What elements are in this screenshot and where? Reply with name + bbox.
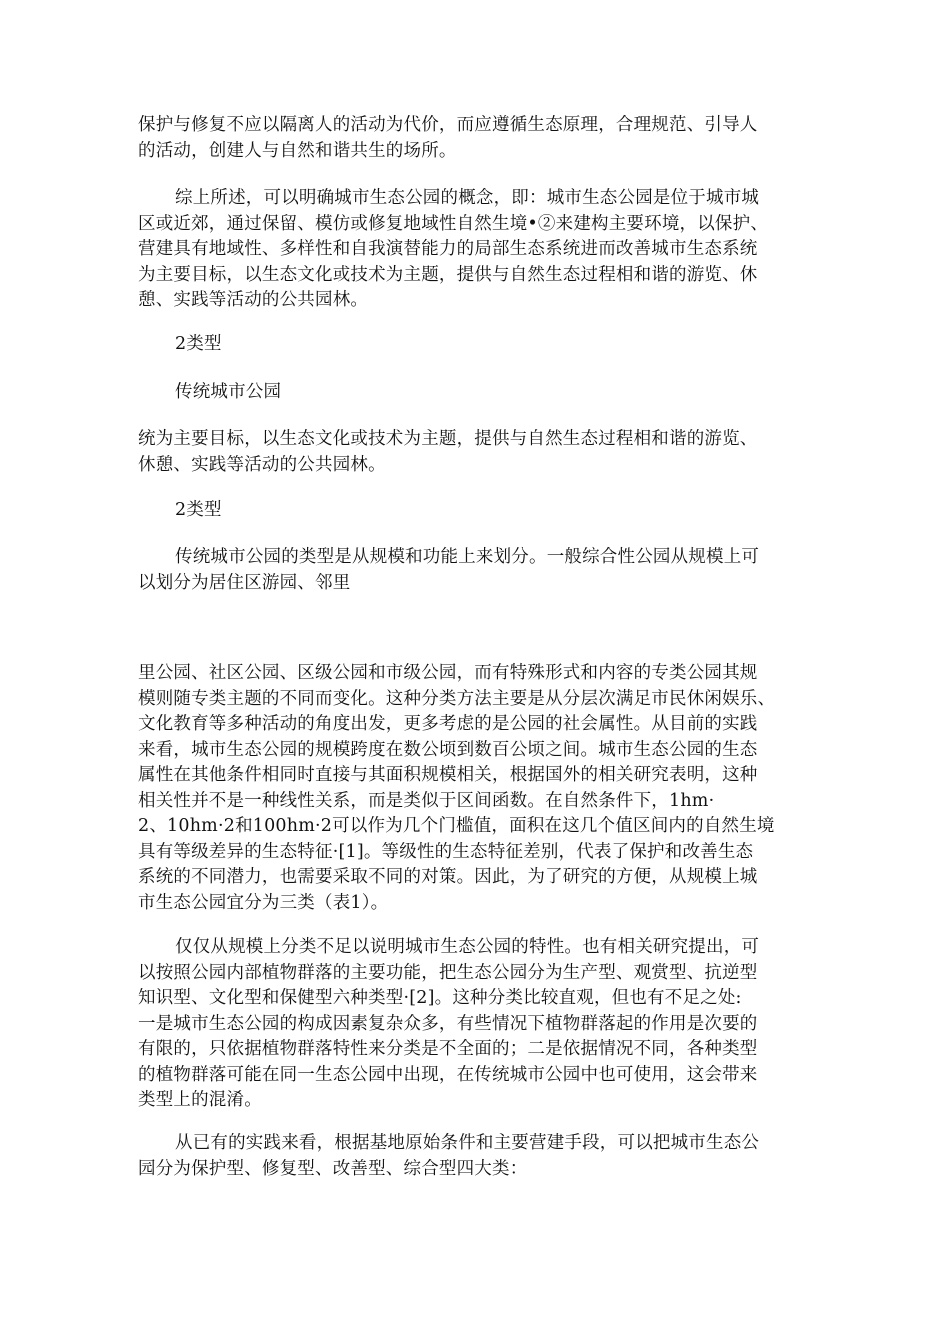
text-line: 属性在其他条件相同时直接与其面积规模相关，根据国外的相关研究表明，这种 — [138, 765, 758, 785]
text-line: 类型上的混淆。 — [138, 1090, 262, 1110]
text-line: 2类型 — [175, 500, 222, 520]
text-line: 来看，城市生态公园的规模跨度在数公顷到数百公顷之间。城市生态公园的生态 — [138, 739, 758, 760]
section-heading-types — [138, 332, 813, 358]
text-line: 2类型 — [175, 334, 222, 354]
text-line: 为主要目标，以生态文化或技术为主题，提供与自然生态过程相和谐的游览、休 — [138, 264, 758, 285]
text-line: 具有等级差异的生态特征·[1]。等级性的生态特征差别，代表了保护和改善生态 — [138, 841, 754, 862]
text-line: 里公园、社区公园、区级公园和市级公园，而有特殊形式和内容的专类公园其规 — [138, 663, 758, 683]
text-line: 传统城市公园 — [175, 382, 282, 402]
subheading-traditional-park — [138, 380, 813, 406]
text-line: 知识型、文化型和保健型六种类型·[2]。这种分类比较直观，但也有不足之处: — [138, 988, 742, 1008]
text-line: 园分为保护型、修复型、改善型、综合型四大类： — [138, 1158, 528, 1179]
text-line: 仅仅从规模上分类不足以说明城市生态公园的特性。也有相关研究提出，可 — [175, 937, 760, 957]
paragraph-protection-restoration — [138, 113, 813, 164]
text-line: 休憩、实践等活动的公共园林。 — [138, 454, 386, 475]
paragraph-scale-classification — [138, 661, 813, 916]
text-line: 从已有的实践来看，根据基地原始条件和主要营建手段，可以把城市生态公 — [175, 1133, 760, 1153]
text-line: 2、10hm·2和100hm·2可以作为几个门槛值，面积在这几个值区间内的自然生境 — [138, 816, 775, 836]
paragraph-park-definition — [138, 186, 813, 314]
paragraph-plant-community — [138, 935, 813, 1114]
text-line: 相关性并不是一种线性关系，而是类似于区间函数。在自然条件下，1hm· — [138, 790, 715, 811]
text-line: 系统的不同潜力，也需要采取不同的对策。因此，为了研究的方便，从规模上城 — [138, 867, 758, 887]
text-line: 憩、实践等活动的公共园林。 — [138, 290, 369, 310]
text-line: 营建具有地域性、多样性和自我演替能力的局部生态系统进而改善城市生态系统 — [138, 239, 758, 259]
text-line: 的植物群落可能在同一生态公园中出现，在传统城市公园中也可使用，这会带来 — [138, 1064, 758, 1085]
paragraph-four-types — [138, 1131, 813, 1182]
text-line: 综上所述，可以明确城市生态公园的概念，即：城市生态公园是位于城市城 — [175, 188, 760, 208]
text-line: 文化教育等多种活动的角度出发，更多考虑的是公园的社会属性。从目前的实践 — [138, 714, 758, 734]
paragraph-traditional-types — [138, 545, 813, 596]
text-line: 区或近郊，通过保留、模仿或修复地域性自然生境•②来建构主要环境，以保护、 — [138, 213, 769, 234]
text-line: 统为主要目标，以生态文化或技术为主题，提供与自然生态过程相和谐的游览、 — [138, 429, 758, 449]
text-line: 以按照公园内部植物群落的主要功能，把生态公园分为生产型、观赏型、抗逆型 — [138, 962, 758, 983]
text-line: 保护与修复不应以隔离人的活动为代价，而应遵循生态原理，合理规范、引导人 — [138, 115, 758, 135]
text-line: 模则随专类主题的不同而变化。这种分类方法主要是从分层次满足市民休闲娱乐、 — [138, 688, 776, 709]
text-line: 市生态公园宜分为三类（表1）。 — [138, 892, 389, 913]
text-line: 以划分为居住区游园、邻里 — [138, 572, 351, 593]
paragraph-repeated-fragment — [138, 427, 813, 478]
text-line: 传统城市公园的类型是从规模和功能上来划分。一般综合性公园从规模上可 — [175, 547, 760, 567]
text-line: 一是城市生态公园的构成因素复杂众多，有些情况下植物群落起的作用是次要的 — [138, 1013, 758, 1034]
text-line: 有限的，只依据植物群落特性来分类是不全面的；二是依据情况不同，各种类型 — [138, 1039, 758, 1059]
section-heading-types-repeat — [138, 498, 813, 524]
text-line: 的活动，创建人与自然和谐共生的场所。 — [138, 140, 457, 161]
